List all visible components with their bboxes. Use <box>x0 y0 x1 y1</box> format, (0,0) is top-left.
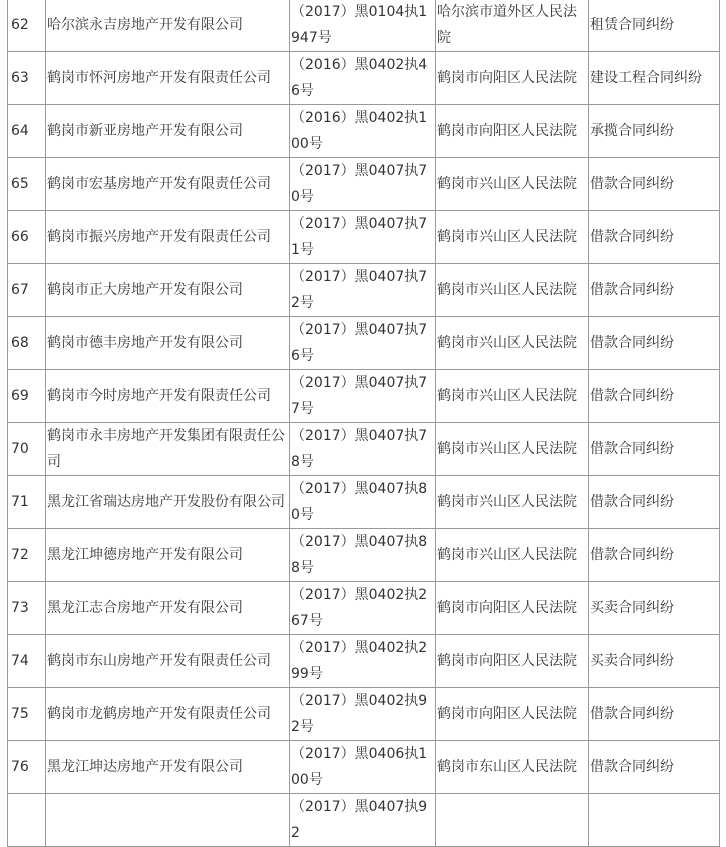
court-name-cell: 鹤岗市兴山区人民法院 <box>436 158 589 211</box>
court-name-cell: 鹤岗市向阳区人民法院 <box>436 105 589 158</box>
enforcement-table <box>7 0 720 847</box>
court-name-cell <box>436 794 589 847</box>
company-name-cell: 黑龙江省瑞达房地产开发股份有限公司 <box>46 476 290 529</box>
dispute-type-cell: 借款合同纠纷 <box>589 211 720 264</box>
table-row <box>8 529 720 582</box>
table-row <box>8 794 720 847</box>
case-number-cell: （2017）黑0104执1947号 <box>290 0 436 52</box>
dispute-type-cell: 买卖合同纠纷 <box>589 582 720 635</box>
court-name-cell: 鹤岗市兴山区人民法院 <box>436 264 589 317</box>
company-name-cell: 鹤岗市新亚房地产开发有限公司 <box>46 105 290 158</box>
case-number-cell: （2017）黑0402执267号 <box>290 582 436 635</box>
case-number-cell: （2017）黑0407执88号 <box>290 529 436 582</box>
case-number-cell: （2017）黑0402执299号 <box>290 635 436 688</box>
company-name-cell: 鹤岗市今时房地产开发有限责任公司 <box>46 370 290 423</box>
case-number-cell: （2017）黑0406执100号 <box>290 741 436 794</box>
dispute-type-cell: 借款合同纠纷 <box>589 264 720 317</box>
case-number-cell: （2017）黑0407执72号 <box>290 264 436 317</box>
dispute-type-cell: 买卖合同纠纷 <box>589 635 720 688</box>
row-number-cell: 63 <box>8 52 46 105</box>
court-name-cell: 鹤岗市兴山区人民法院 <box>436 423 589 476</box>
company-name-cell: 鹤岗市宏基房地产开发有限责任公司 <box>46 158 290 211</box>
court-name-cell: 鹤岗市兴山区人民法院 <box>436 317 589 370</box>
company-name-cell: 哈尔滨永吉房地产开发有限公司 <box>46 0 290 52</box>
dispute-type-cell: 承揽合同纠纷 <box>589 105 720 158</box>
dispute-type-cell: 租赁合同纠纷 <box>589 0 720 52</box>
row-number-cell <box>8 794 46 847</box>
case-number-cell: （2017）黑0407执77号 <box>290 370 436 423</box>
table-row <box>8 370 720 423</box>
table-row <box>8 688 720 741</box>
table-row <box>8 52 720 105</box>
row-number-cell: 62 <box>8 0 46 52</box>
court-name-cell: 鹤岗市兴山区人民法院 <box>436 370 589 423</box>
company-name-cell: 鹤岗市龙鹤房地产开发有限责任公司 <box>46 688 290 741</box>
row-number-cell: 71 <box>8 476 46 529</box>
table-row <box>8 105 720 158</box>
dispute-type-cell: 借款合同纠纷 <box>589 476 720 529</box>
dispute-type-cell: 借款合同纠纷 <box>589 370 720 423</box>
row-number-cell: 68 <box>8 317 46 370</box>
table-row <box>8 264 720 317</box>
table-row <box>8 317 720 370</box>
dispute-type-cell: 借款合同纠纷 <box>589 423 720 476</box>
dispute-type-cell: 借款合同纠纷 <box>589 688 720 741</box>
table-row <box>8 0 720 52</box>
dispute-type-cell: 建设工程合同纠纷 <box>589 52 720 105</box>
company-name-cell <box>46 794 290 847</box>
company-name-cell: 黑龙江志合房地产开发有限公司 <box>46 582 290 635</box>
case-number-cell: （2017）黑0407执76号 <box>290 317 436 370</box>
row-number-cell: 76 <box>8 741 46 794</box>
company-name-cell: 黑龙江坤德房地产开发有限公司 <box>46 529 290 582</box>
company-name-cell: 鹤岗市德丰房地产开发有限公司 <box>46 317 290 370</box>
case-number-cell: （2017）黑0407执80号 <box>290 476 436 529</box>
table-row <box>8 423 720 476</box>
row-number-cell: 67 <box>8 264 46 317</box>
court-name-cell: 鹤岗市兴山区人民法院 <box>436 529 589 582</box>
table-row <box>8 211 720 264</box>
row-number-cell: 70 <box>8 423 46 476</box>
row-number-cell: 64 <box>8 105 46 158</box>
row-number-cell: 75 <box>8 688 46 741</box>
company-name-cell: 黑龙江坤达房地产开发有限公司 <box>46 741 290 794</box>
court-name-cell: 鹤岗市兴山区人民法院 <box>436 476 589 529</box>
case-number-cell: （2017）黑0402执92号 <box>290 688 436 741</box>
row-number-cell: 74 <box>8 635 46 688</box>
court-name-cell: 鹤岗市兴山区人民法院 <box>436 211 589 264</box>
row-number-cell: 66 <box>8 211 46 264</box>
company-name-cell: 鹤岗市正大房地产开发有限公司 <box>46 264 290 317</box>
case-number-cell: （2017）黑0407执70号 <box>290 158 436 211</box>
case-number-cell: （2017）黑0407执78号 <box>290 423 436 476</box>
case-number-cell: （2017）黑0407执71号 <box>290 211 436 264</box>
table-row <box>8 582 720 635</box>
dispute-type-cell: 借款合同纠纷 <box>589 741 720 794</box>
company-name-cell: 鹤岗市怀河房地产开发有限责任公司 <box>46 52 290 105</box>
court-name-cell: 哈尔滨市道外区人民法院 <box>436 0 589 52</box>
dispute-type-cell: 借款合同纠纷 <box>589 529 720 582</box>
dispute-type-cell <box>589 794 720 847</box>
table-body <box>8 0 720 847</box>
row-number-cell: 72 <box>8 529 46 582</box>
row-number-cell: 69 <box>8 370 46 423</box>
table-container <box>7 0 720 847</box>
table-row <box>8 476 720 529</box>
row-number-cell: 73 <box>8 582 46 635</box>
table-row <box>8 741 720 794</box>
row-number-cell: 65 <box>8 158 46 211</box>
case-number-cell: （2017）黑0407执92 <box>290 794 436 847</box>
company-name-cell: 鹤岗市振兴房地产开发有限责任公司 <box>46 211 290 264</box>
court-name-cell: 鹤岗市东山区人民法院 <box>436 741 589 794</box>
court-name-cell: 鹤岗市向阳区人民法院 <box>436 635 589 688</box>
court-name-cell: 鹤岗市向阳区人民法院 <box>436 582 589 635</box>
case-number-cell: （2016）黑0402执46号 <box>290 52 436 105</box>
court-name-cell: 鹤岗市向阳区人民法院 <box>436 688 589 741</box>
company-name-cell: 鹤岗市永丰房地产开发集团有限责任公司 <box>46 423 290 476</box>
table-row <box>8 158 720 211</box>
dispute-type-cell: 借款合同纠纷 <box>589 317 720 370</box>
court-name-cell: 鹤岗市向阳区人民法院 <box>436 52 589 105</box>
company-name-cell: 鹤岗市东山房地产开发有限责任公司 <box>46 635 290 688</box>
dispute-type-cell: 借款合同纠纷 <box>589 158 720 211</box>
table-row <box>8 635 720 688</box>
case-number-cell: （2016）黑0402执100号 <box>290 105 436 158</box>
